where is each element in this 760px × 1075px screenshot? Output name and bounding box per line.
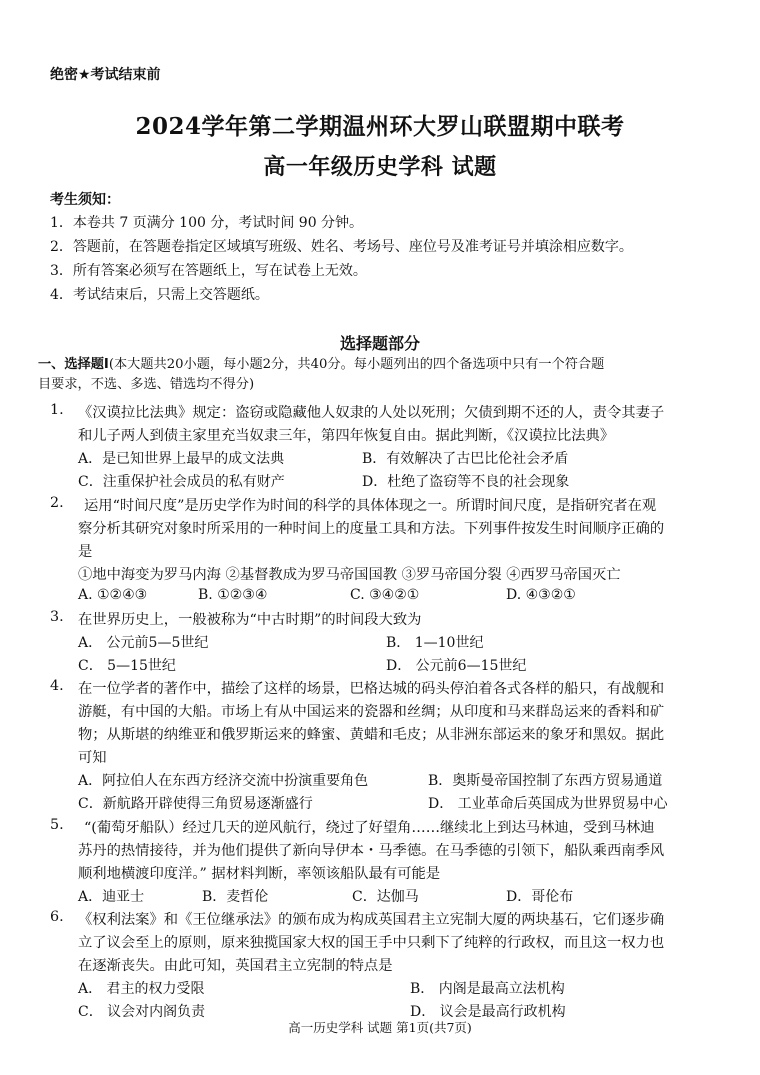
option-c: C．达伽马 [352,889,419,905]
option-b: B． 内阁是最高立法机构 [410,981,565,997]
question-stem-line: 和儿子两人到债主家里充当奴隶三年，第四年恢复自由。据此判断，《汉谟拉比法典》 [78,428,615,444]
option-b: B．有效解决了古巴比伦社会矛盾 [362,451,569,467]
question-stem-line: 立了议会至上的原则，原来独揽国家大权的国王手中只剩下了纯粹的行政权，而且这一权力也 [78,935,665,951]
option-d: D．哥伦布 [506,889,574,905]
part-instructions-line1: (本大题共20小题，每小题2分，共40分。每小题列出的四个备选项中只有一个符合题 [108,357,605,372]
option-d: D． 议会是最高行政机构 [410,1004,566,1020]
section-title: 选择题部分 [339,334,420,353]
option-a: A． 公元前5—5世纪 [78,635,209,651]
question-stem-line: 顺利地横渡印度洋。” 据材料判断，率领该船队最有可能是 [78,866,441,882]
option-c: C．注重保护社会成员的私有财产 [78,474,285,490]
option-c: C．新航路开辟使得三角贸易逐渐盛行 [78,796,313,812]
notice-item: 1．本卷共 7 页满分 100 分，考试时间 90 分钟。 [50,215,364,231]
question-stem-line: 是 [78,544,93,560]
secret-mark: 绝密★考试结束前 [50,67,161,83]
part-instructions-line2: 目要求，不选、多选、错选均不得分) [38,377,255,392]
question-stem-line: “(葡萄牙船队）经过几天的逆风航行，绕过了好望角……继续北上到达马林迪，受到马林迪 [84,820,655,836]
question-stem-line: 察分析其研究对象时所采用的一种时间上的度量工具和方法。下列事件按发生时间顺序正确的 [78,521,665,537]
part-label: 一、选择题Ⅰ [38,357,109,372]
exam-title: 2024学年第二学期温州环大罗山联盟期中联考 [135,113,625,140]
option-d: D. ④③②① [506,587,576,603]
question-stem-line: 物；从斯堪的纳维亚和俄罗斯运来的蜂蜜、黄蜡和毛皮；从非洲东部运来的象牙和黑奴。据此 [78,727,665,743]
option-a: A. ①②④③ [78,587,148,603]
question-stem-line: 可知 [78,750,107,766]
option-c: C． 议会对内阁负责 [78,1004,206,1020]
question-stem-line: 《权利法案》和《王位继承法》的颁布成为构成英国君主立宪制大厦的两块基石，它们逐步确 [78,912,665,928]
question-number: 5. [50,817,64,833]
question-stem-line: 苏丹的热情接待，并为他们提供了新向导伊本・马季德。在马季德的引领下，船队乘西南季风 [78,843,665,859]
notice-heading: 考生须知： [50,192,120,208]
option-c: C. ③④②① [350,587,420,603]
question-stem-line: 运用“时间尺度”是历史学作为时间的科学的具体体现之一。所谓时间尺度，是指研究者在观 [84,498,657,514]
question-number: 2. [50,495,64,511]
notice-item: 3．所有答案必须写在答题纸上，写在试卷上无效。 [50,263,367,279]
part-heading [38,355,728,395]
page-footer: 高一历史学科 试题 第1页(共7页) [288,1020,472,1035]
question-stem-line: 在逐渐丧失。由此可知，英国君主立宪制的特点是 [78,958,393,974]
option-b: B. ①②③④ [198,587,268,603]
question-stem-line: 在一位学者的著作中，描绘了这样的场景，巴格达城的码头停泊着各式各样的船只，有战舰和 [78,681,665,697]
exam-subtitle: 高一年级历史学科 试题 [263,154,497,180]
option-d: D． 公元前6—15世纪 [386,658,527,674]
option-a: A．迪亚士 [78,889,145,905]
option-b: B．麦哲伦 [202,889,269,905]
option-a: A．阿拉伯人在东西方经济交流中扮演重要角色 [78,773,369,789]
option-d: D． 工业革命后英国成为世界贸易中心 [428,796,668,812]
option-b: B． 1—10世纪 [386,635,484,651]
option-a: A．是已知世界上最早的成文法典 [78,451,285,467]
question-number: 6. [50,909,64,925]
question-stem-line: 游艇，有中国的大船。市场上有从中国运来的瓷器和丝绸；从印度和马来群岛运来的香料和矿 [78,704,665,720]
option-a: A． 君主的权力受限 [78,981,205,997]
question-number: 1. [50,402,64,418]
option-d: D．杜绝了盗窃等不良的社会现象 [362,474,570,490]
notice-item: 2．答题前，在答题卷指定区域填写班级、姓名、考场号、座位号及准考证号并填涂相应数字。 [50,239,633,255]
question-number: 4. [50,678,64,694]
question-stem-line: 在世界历史上，一般被称为“中古时期”的时间段大致为 [78,612,422,628]
option-c: C． 5—15世纪 [78,658,176,674]
notice-item: 4．考试结束后，只需上交答题纸。 [50,287,269,303]
question-stem-line: 《汉谟拉比法典》规定：盗窃或隐藏他人奴隶的人处以死刑；欠债到期不还的人，责令其妻子 [78,405,665,421]
question-statements: ①地中海变为罗马内海 ②基督教成为罗马帝国国教 ③罗马帝国分裂 ④西罗马帝国灭亡 [78,567,621,583]
option-b: B．奥斯曼帝国控制了东西方贸易通道 [428,773,663,789]
question-number: 3. [50,609,64,625]
